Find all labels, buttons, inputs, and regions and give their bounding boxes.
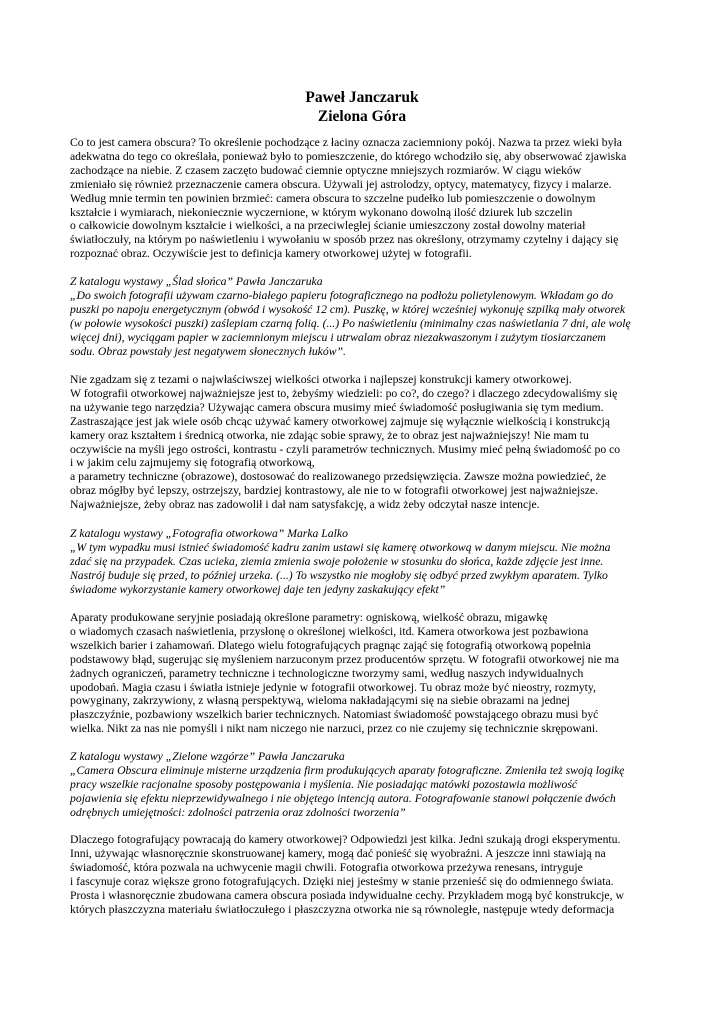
paragraph-why-return bbox=[70, 833, 670, 916]
text-line: adekwatna do tego co określała, ponieważ było to pomieszczenie, do którego wchodziło się, aby obserwować zjawiska bbox=[70, 149, 627, 163]
text-line: i fascynuje coraz większe grono fotografujących. Dzięki niej jesteśmy w stanie przenieść się do odmiennego świata. bbox=[70, 874, 614, 888]
quote-line: „W tym wypadku musi istnieć świadomość kadru zanim ustawi się kamerę otworkową w danym miejscu. Nie można bbox=[70, 540, 611, 554]
text-line: zachodzące na niebie. Z czasem zaczęto budować ciemnie optyczne mniejszych rozmiarów. W ciągu wieków bbox=[70, 163, 582, 177]
quote-line: „Camera Obscura eliminuje misterne urządzenia firm produkujących aparaty fotograficzne. Zmieniła też swoją logikę bbox=[70, 763, 625, 777]
quote-line: zdać się na przypadek. Czas ucieka, ziemia zmienia swoje położenie w stosunku do słońca, każde zdjęcie jest inne. bbox=[70, 554, 604, 568]
text-line: Inni, używając własnoręcznie skonstruowanej kamery, mogą dać ponieść się wyobraźni. A jeszcze inni stawiają na bbox=[70, 846, 606, 860]
paragraph-definition bbox=[70, 136, 670, 261]
quote-line: puszki po napoju energetycznym (obwód i wysokość 12 cm). Puszkę, w której wcześniej wykonuję szpilką mały otworek bbox=[70, 302, 626, 316]
quote-slad-slonca bbox=[70, 275, 670, 358]
text-line: Co to jest camera obscura? To określenie pochodzące z łaciny oznacza zaciemniony pokój. Nazwa ta przez wieki była bbox=[70, 136, 622, 149]
text-line: płaszczyźnie, pozbawiony wszelkich barier technicznych. Natomiast świadomość powstającego obrazu musi być bbox=[70, 708, 599, 722]
text-line: zmieniało się również przeznaczenie camera obscura. Używali jej astrolodzy, optycy, matematycy, fizycy i malarze. bbox=[70, 177, 612, 191]
text-line: Aparaty produkowane seryjnie posiadają określone parametry: ogniskową, wielkość obrazu, migawkę bbox=[70, 611, 548, 624]
quote-line: sodu. Obraz powstały jest negatywem słonecznych łuków”. bbox=[70, 344, 346, 358]
paragraph-awareness bbox=[70, 373, 670, 512]
quote-line: Nastrój buduje się przed, to później urzeka. (...) To wszystko nie mogłoby się odbyć przed zwykłym aparatem. Tylko bbox=[70, 568, 608, 582]
text-line: żadnych ograniczeń, parametry techniczne i technologiczne tworzymy sami, według naszych indywidualnych bbox=[70, 666, 584, 680]
text-line: rozpoznać obraz. Oczywiście jest to definicja kamery otworkowej użytej w fotografii. bbox=[70, 247, 472, 261]
text-line: a parametry techniczne (obrazowe), dostosować do realizowanego przedsięwzięcia. Zawsze można powiedzieć, że bbox=[70, 470, 607, 484]
text-line: upodobań. Magia czasu i światła istnieje jedynie w fotografii otworkowej. Tu obraz może być nieostry, rozmyty, bbox=[70, 680, 596, 694]
text-line: świadomość, która pozwala na uchwycenie magii chwili. Fotografia otworkowa przeżywa renesans, intryguje bbox=[70, 860, 583, 874]
text-line: o całkowicie dowolnym kształcie i wielkości, a na przeciwległej ścianie umieszczony został dowolny materiał bbox=[70, 219, 586, 233]
text-line: W fotografii otworkowej najważniejsze jest to, żebyśmy wiedzieli: po co?, do czego? i dlaczego zdecydowaliśmy się bbox=[70, 386, 618, 400]
text-line: światłoczuły, na którym po naświetleniu i wywołaniu w sposób przez nas określony, otrzymamy czytelny i dający się bbox=[70, 233, 619, 247]
text-line: podstawowy błąd, sugerując się myśleniem narzuconym przez producentów sprzętu. W fotografii otworkowej nie ma bbox=[70, 652, 620, 666]
text-line: kamery oraz kształtem i średnicą otworka, nie zdając sobie sprawy, że to obraz jest najważniejszy! Nie mam tu bbox=[70, 428, 589, 442]
quote-line: Z katalogu wystawy „Fotografia otworkowa” Marka Lalko bbox=[70, 527, 348, 540]
text-line: na używanie tego narzędzia? Używając camera obscura musimy mieć świadomość posługiwania się tym medium. bbox=[70, 400, 604, 414]
text-line: powyginany, zakrzywiony, z własną perspektywą, wieloma nakładającymi się na siebie obrazami na jednej bbox=[70, 694, 570, 708]
quote-line: pracy wszelkie racjonalne sposoby postępowania i myślenia. Nie posiadając matówki pozostawia możliwość bbox=[70, 777, 578, 791]
text-line: wszelkich barier i zahamowań. Dlatego wielu fotografujących pragnąc zająć się fotografią otworkową popełnia bbox=[70, 638, 591, 652]
text-line: Zastraszające jest jak wiele osób chcąc używać kamery otworkowej zajmuje się wyłącznie wielkością i konstrukcją bbox=[70, 414, 610, 428]
quote-line: „Do swoich fotografii używam czarno-białego papieru fotograficznego na podłożu polietylenowym. Wkładam go do bbox=[70, 288, 614, 302]
text-line: kształcie i wymiarach, niekoniecznie wyczernione, w którym wykonano dowolną ilość dziurek lub szczelin bbox=[70, 205, 573, 219]
quote-line: świadome wykorzystanie kamery otworkowej daje ten jedyny zaskakujący efekt” bbox=[70, 582, 446, 596]
text-line: Nie zgadzam się z tezami o najwłaściwszej wielkości otworka i najlepszej konstrukcji kamery otworkowej. bbox=[70, 373, 572, 386]
text-line: Według mnie termin ten powinien brzmieć: camera obscura to szczelne pudełko lub pomieszczenie o dowolnym bbox=[70, 191, 596, 205]
quote-line: więcej dni), wyciągam papier w zaciemnionym miejscu i utrwalam obraz niezakwaszonym i zużytym tiosiarczanem bbox=[70, 330, 606, 344]
quote-line: (w połowie wysokości puszki) zaślepiam czarną folią. (...) Po naświetleniu (minimalny czas naświetlania 7 dni, ale wolę bbox=[70, 316, 631, 330]
author-name: Paweł Janczaruk bbox=[305, 89, 419, 106]
quote-line: Z katalogu wystawy „Ślad słońca” Pawła Janczaruka bbox=[70, 275, 323, 288]
text-line: oczywiście na myśli jego ostrości, kontrastu - czyli parametrów technicznych. Musimy mieć pełną świadomość po co bbox=[70, 442, 621, 456]
author-city: Zielona Góra bbox=[317, 108, 407, 125]
text-line: Najważniejsze, żeby obraz nas zadowolił i dał nam satysfakcję, a widz żeby odczytał nasze intencje. bbox=[70, 498, 540, 512]
text-line: Prosta i własnoręcznie zbudowana camera obscura posiada indywidualne cechy. Przykładem mogą być konstrukcje, w bbox=[70, 888, 624, 902]
quote-line: pojawienia się efektu nieprzewidywalnego i nie objętego intencją autora. Fotografowanie stanowi połączenie dwóch bbox=[70, 791, 616, 805]
quote-zielone-wzgorze bbox=[70, 750, 670, 820]
text-line: obraz mógłby być lepszy, ostrzejszy, bardziej kontrastowy, ale nie to w fotografii otworkowej jest najważniejsze. bbox=[70, 484, 599, 498]
text-line: wielka. Nikt za nas nie pomyśli i nikt nam niczego nie narzuci, przez co nie czujemy się technicznie skrępowani. bbox=[70, 722, 599, 736]
text-line: i w jakim celu zajmujemy się fotografią otworkową, bbox=[70, 456, 315, 470]
quote-line: Z katalogu wystawy „Zielone wzgórze” Pawła Janczaruka bbox=[70, 750, 345, 763]
paragraph-cameras bbox=[70, 611, 670, 736]
quote-line: odrębnych umiejętności: zdolności patrzenia oraz zdolności tworzenia” bbox=[70, 805, 406, 819]
text-line: Dlaczego fotografujący powracają do kamery otworkowej? Odpowiedzi jest kilka. Jedni szukają drogi eksperymentu. bbox=[70, 833, 621, 846]
text-line: których płaszczyzna materiału światłoczułego i płaszczyzna otworka nie są równoległe, następuje wtedy deformacja bbox=[70, 902, 615, 916]
quote-fotografia-otworkowa bbox=[70, 527, 670, 597]
text-line: o wiadomych czasach naświetlenia, przysłonę o określonej wielkości, itd. Kamera otworkowa jest pozbawiona bbox=[70, 624, 589, 638]
